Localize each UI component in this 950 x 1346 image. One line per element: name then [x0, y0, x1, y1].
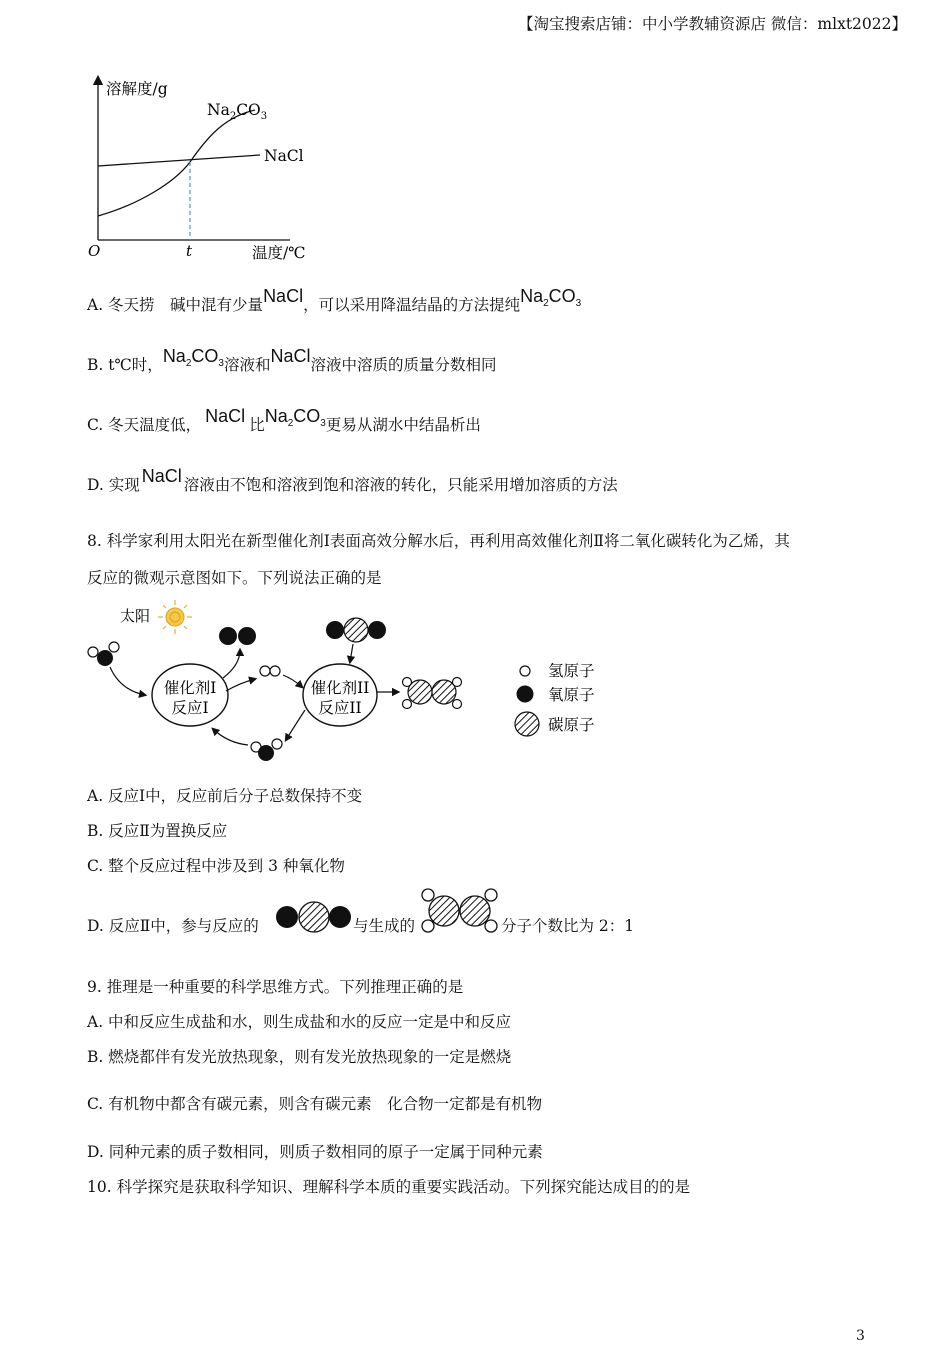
formula-nacl: NaCl — [263, 286, 304, 306]
q9-stem: 9. 推理是一种重要的科学思维方式。下列推理正确的是 — [87, 978, 464, 996]
q7-b-text-3: 溶液中溶质的质量分数相同 — [310, 356, 497, 374]
legend-carbon-label: 碳原子 — [548, 716, 595, 734]
q7-d-text: D. 实现 — [87, 476, 140, 494]
q7-c-text-2: 比 — [249, 416, 265, 434]
arrow-water-back — [213, 729, 248, 745]
q7-c-text: C. 冬天温度低， — [87, 416, 202, 434]
catalyst-2-label: 催化剂II — [310, 679, 370, 697]
hydrogen-molecule — [260, 666, 280, 676]
q8-option-c: C. 整个反应过程中涉及到 3 种氧化物 — [87, 857, 345, 875]
q8-d-text-2: 与生成的 — [353, 917, 416, 935]
q7-option-a — [87, 286, 582, 322]
legend-oxygen-icon — [517, 686, 534, 703]
formula-nacl: NaCl — [270, 346, 311, 366]
q7-option-c — [87, 406, 481, 442]
arrow-h2-in — [283, 675, 302, 687]
x-axis-label: 温度/℃ — [252, 244, 306, 262]
q9-option-c: C. 有机物中都含有碳元素，则含有碳元素 化合物一定都是有机物 — [87, 1095, 543, 1113]
ethylene-molecule — [403, 678, 462, 709]
solubility-graph — [80, 72, 330, 267]
q9-option-d: D. 同种元素的质子数相同，则质子数相同的原子一定属于同种元素 — [87, 1143, 543, 1161]
arrow-co2-in — [350, 644, 353, 662]
formula-nacl: NaCl — [205, 406, 246, 426]
q8-option-b: B. 反应Ⅱ为置换反应 — [87, 822, 228, 840]
q9-option-b: B. 燃烧都伴有发光放热现象，则有发光放热现象的一定是燃烧 — [87, 1048, 512, 1066]
q7-a-text-2: ，可以采用降温结晶的方法提纯 — [303, 296, 521, 314]
formula-na2co3: $Na_2CO_3$ — [264, 406, 326, 429]
legend-oxygen-label: 氧原子 — [548, 686, 595, 704]
catalyst-1-label: 催化剂I — [163, 679, 217, 697]
legend-hydrogen-label: 氢原子 — [548, 662, 595, 680]
q8-stem-line2: 反应的微观示意图如下。下列说法正确的是 — [87, 569, 382, 587]
q7-b-text: B. t℃时， — [87, 356, 163, 374]
arrow-o2-out — [223, 650, 240, 678]
q8-option-a: A. 反应Ⅰ中，反应前后分子总数保持不变 — [87, 787, 363, 805]
q7-c-text-3: 更易从湖水中结晶析出 — [325, 416, 481, 434]
co2-molecule — [326, 618, 386, 642]
reaction-1-label: 反应I — [171, 699, 209, 717]
nacl-curve — [98, 155, 260, 166]
q7-a-text: A. 冬天捞 碱中混有少量 — [87, 296, 264, 314]
na2co3-curve — [98, 110, 255, 216]
q9-option-a: A. 中和反应生成盐和水，则生成盐和水的反应一定是中和反应 — [87, 1013, 512, 1031]
water-molecule-out — [251, 739, 282, 761]
arrow-h2-out — [226, 679, 255, 691]
q7-option-d — [87, 466, 618, 495]
co2-molecule-inline — [274, 900, 354, 936]
q10-stem: 10. 科学探究是获取科学知识、理解科学本质的重要实践活动。下列探究能达成目的的是 — [87, 1178, 691, 1196]
q8-stem-line1: 8. 科学家利用太阳光在新型催化剂Ⅰ表面高效分解水后，再利用高效催化剂Ⅱ将二氧化碳转化为乙烯，其 — [87, 532, 790, 550]
t-label: t — [186, 242, 193, 260]
q7-option-b — [87, 346, 497, 382]
legend-carbon-icon — [515, 712, 539, 736]
reaction-2-label: 反应II — [318, 699, 362, 717]
y-axis-label: 溶解度/g — [106, 80, 168, 98]
arrow-in-1 — [110, 667, 145, 695]
ethylene-molecule-inline — [418, 886, 502, 934]
sun-icon — [158, 600, 192, 634]
q7-b-text-2: 溶液和 — [223, 356, 271, 374]
arrow-water-out — [286, 710, 305, 740]
formula-na2co3: $Na_2CO_3$ — [162, 346, 224, 369]
water-molecule-in — [88, 642, 119, 666]
formula-na2co3: $Na_2CO_3$ — [520, 286, 582, 309]
na2co3-label: $Na_2CO_3$ — [207, 101, 268, 122]
oxygen-molecule — [219, 627, 256, 645]
sun-label: 太阳 — [120, 607, 151, 625]
formula-nacl: NaCl — [141, 466, 182, 486]
page-number: 3 — [856, 1328, 865, 1344]
q7-d-text-2: 溶液由不饱和溶液到饱和溶液的转化，只能采用增加溶质的方法 — [183, 476, 618, 494]
q8-d-text-3: 分子个数比为 2：1 — [501, 917, 635, 935]
legend-hydrogen-icon — [520, 666, 530, 676]
nacl-label: NaCl — [264, 147, 304, 165]
q8-option-d — [87, 916, 259, 936]
reaction-diagram — [80, 595, 640, 775]
origin-label: O — [88, 242, 101, 260]
q8-d-text: D. 反应Ⅱ中，参与反应的 — [87, 917, 259, 935]
page-header: 【淘宝搜索店铺：中小学教辅资源店 微信：mlxt2022】 — [518, 15, 908, 33]
